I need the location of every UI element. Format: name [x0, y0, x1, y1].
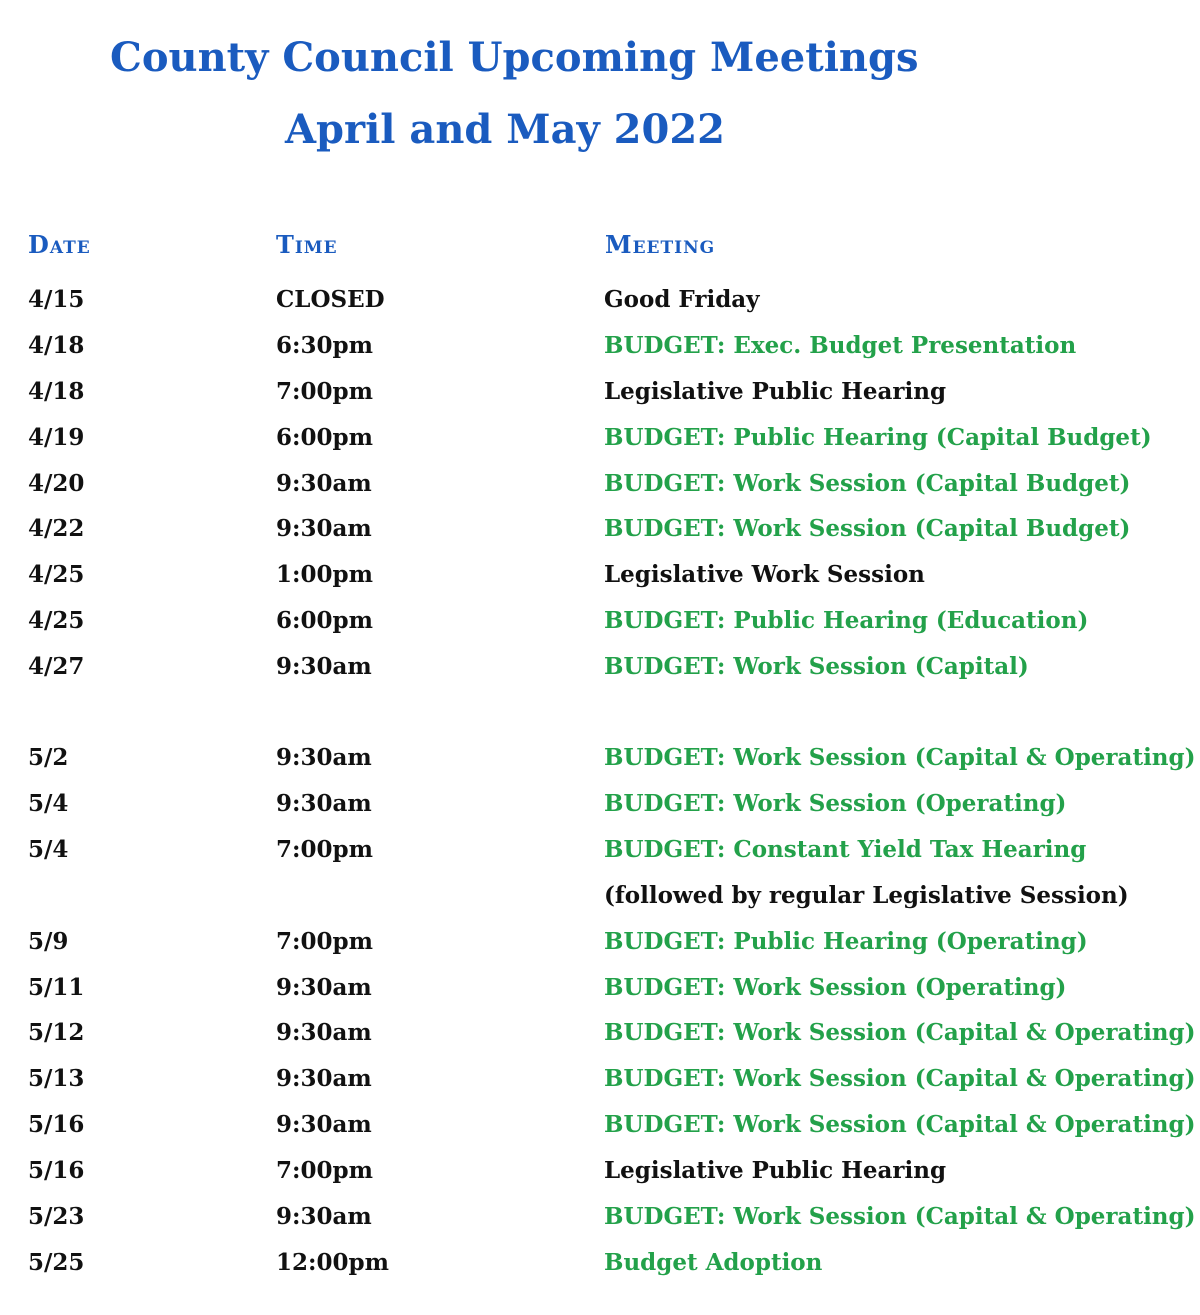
table-row: [0, 555, 1200, 595]
budget-meeting-cell: BUDGET: Public Hearing (Education): [604, 607, 1089, 634]
time-cell: 9:30am: [276, 470, 372, 497]
time-cell: 1:00pm: [276, 561, 373, 588]
date-cell: 5/23: [28, 1203, 85, 1230]
time-cell: 7:00pm: [276, 378, 373, 405]
budget-meeting-cell: BUDGET: Work Session (Capital & Operating): [604, 1111, 1196, 1138]
date-cell: 5/4: [28, 836, 69, 863]
date-cell: 4/25: [28, 561, 85, 588]
date-cell: 5/16: [28, 1111, 85, 1138]
table-row: [0, 280, 1200, 320]
date-cell: 4/25: [28, 607, 85, 634]
meeting-cell: Legislative Public Hearing: [604, 1157, 947, 1184]
time-cell: 7:00pm: [276, 836, 373, 863]
column-header-meeting: Meeting: [605, 230, 716, 259]
date-cell: 5/25: [28, 1249, 85, 1276]
meeting-cell: Legislative Work Session: [604, 561, 925, 588]
time-cell: 6:00pm: [276, 607, 373, 634]
time-cell: 9:30am: [276, 653, 372, 680]
budget-meeting-cell: BUDGET: Exec. Budget Presentation: [604, 332, 1077, 359]
budget-meeting-cell: BUDGET: Work Session (Capital): [604, 653, 1029, 680]
table-row: [0, 464, 1200, 504]
date-cell: 4/15: [28, 286, 85, 313]
table-row: [0, 1105, 1200, 1145]
date-cell: 5/16: [28, 1157, 85, 1184]
time-cell: 9:30am: [276, 1065, 372, 1092]
budget-meeting-cell: BUDGET: Work Session (Capital & Operating): [604, 1019, 1196, 1046]
meeting-cell: (followed by regular Legislative Session): [604, 882, 1129, 909]
time-cell: 12:00pm: [276, 1249, 389, 1276]
budget-meeting-cell: BUDGET: Public Hearing (Operating): [604, 928, 1088, 955]
table-row: [0, 1013, 1200, 1053]
date-cell: 4/20: [28, 470, 85, 497]
page-title: County Council Upcoming Meetings: [110, 34, 919, 81]
budget-meeting-cell: BUDGET: Work Session (Operating): [604, 974, 1067, 1001]
table-row: [0, 1243, 1200, 1283]
date-cell: 4/27: [28, 653, 85, 680]
meeting-cell: Legislative Public Hearing: [604, 378, 947, 405]
date-cell: 5/9: [28, 928, 69, 955]
meeting-cell: Good Friday: [604, 286, 760, 313]
table-row: [0, 830, 1200, 870]
budget-meeting-cell: Budget Adoption: [604, 1249, 823, 1276]
date-cell: 4/18: [28, 378, 85, 405]
budget-meeting-cell: BUDGET: Work Session (Capital & Operating): [604, 1203, 1196, 1230]
budget-meeting-cell: BUDGET: Work Session (Capital Budget): [604, 470, 1131, 497]
table-row: [0, 326, 1200, 366]
table-row: [0, 601, 1200, 641]
time-cell: 9:30am: [276, 1019, 372, 1046]
date-cell: 4/19: [28, 424, 85, 451]
time-cell: 9:30am: [276, 1203, 372, 1230]
column-header-date: Date: [28, 230, 91, 259]
table-row: [0, 1059, 1200, 1099]
date-cell: 5/4: [28, 790, 69, 817]
date-cell: 4/18: [28, 332, 85, 359]
time-cell: 9:30am: [276, 515, 372, 542]
date-cell: 5/12: [28, 1019, 85, 1046]
table-row: [0, 418, 1200, 458]
table-row: [0, 1197, 1200, 1237]
time-cell: 9:30am: [276, 1111, 372, 1138]
table-row: [0, 784, 1200, 824]
time-cell: 9:30am: [276, 744, 372, 771]
table-row: [0, 968, 1200, 1008]
budget-meeting-cell: BUDGET: Work Session (Capital & Operating): [604, 1065, 1196, 1092]
time-cell: 9:30am: [276, 790, 372, 817]
budget-meeting-cell: BUDGET: Work Session (Capital & Operating): [604, 744, 1196, 771]
time-cell: 7:00pm: [276, 1157, 373, 1184]
table-row: [0, 738, 1200, 778]
page-subtitle: April and May 2022: [285, 106, 725, 153]
table-row: [0, 922, 1200, 962]
date-cell: 4/22: [28, 515, 85, 542]
time-cell: CLOSED: [276, 286, 385, 313]
time-cell: 7:00pm: [276, 928, 373, 955]
date-cell: 5/11: [28, 974, 85, 1001]
budget-meeting-cell: BUDGET: Work Session (Operating): [604, 790, 1067, 817]
time-cell: 6:30pm: [276, 332, 373, 359]
budget-meeting-cell: BUDGET: Public Hearing (Capital Budget): [604, 424, 1152, 451]
time-cell: 9:30am: [276, 974, 372, 1001]
table-row: [0, 509, 1200, 549]
date-cell: 5/2: [28, 744, 69, 771]
time-cell: 6:00pm: [276, 424, 373, 451]
column-header-time: Time: [276, 230, 338, 259]
table-row: [0, 876, 1200, 916]
table-row: [0, 647, 1200, 687]
budget-meeting-cell: BUDGET: Work Session (Capital Budget): [604, 515, 1131, 542]
budget-meeting-cell: BUDGET: Constant Yield Tax Hearing: [604, 836, 1087, 863]
table-row: [0, 1151, 1200, 1191]
table-row: [0, 372, 1200, 412]
date-cell: 5/13: [28, 1065, 85, 1092]
